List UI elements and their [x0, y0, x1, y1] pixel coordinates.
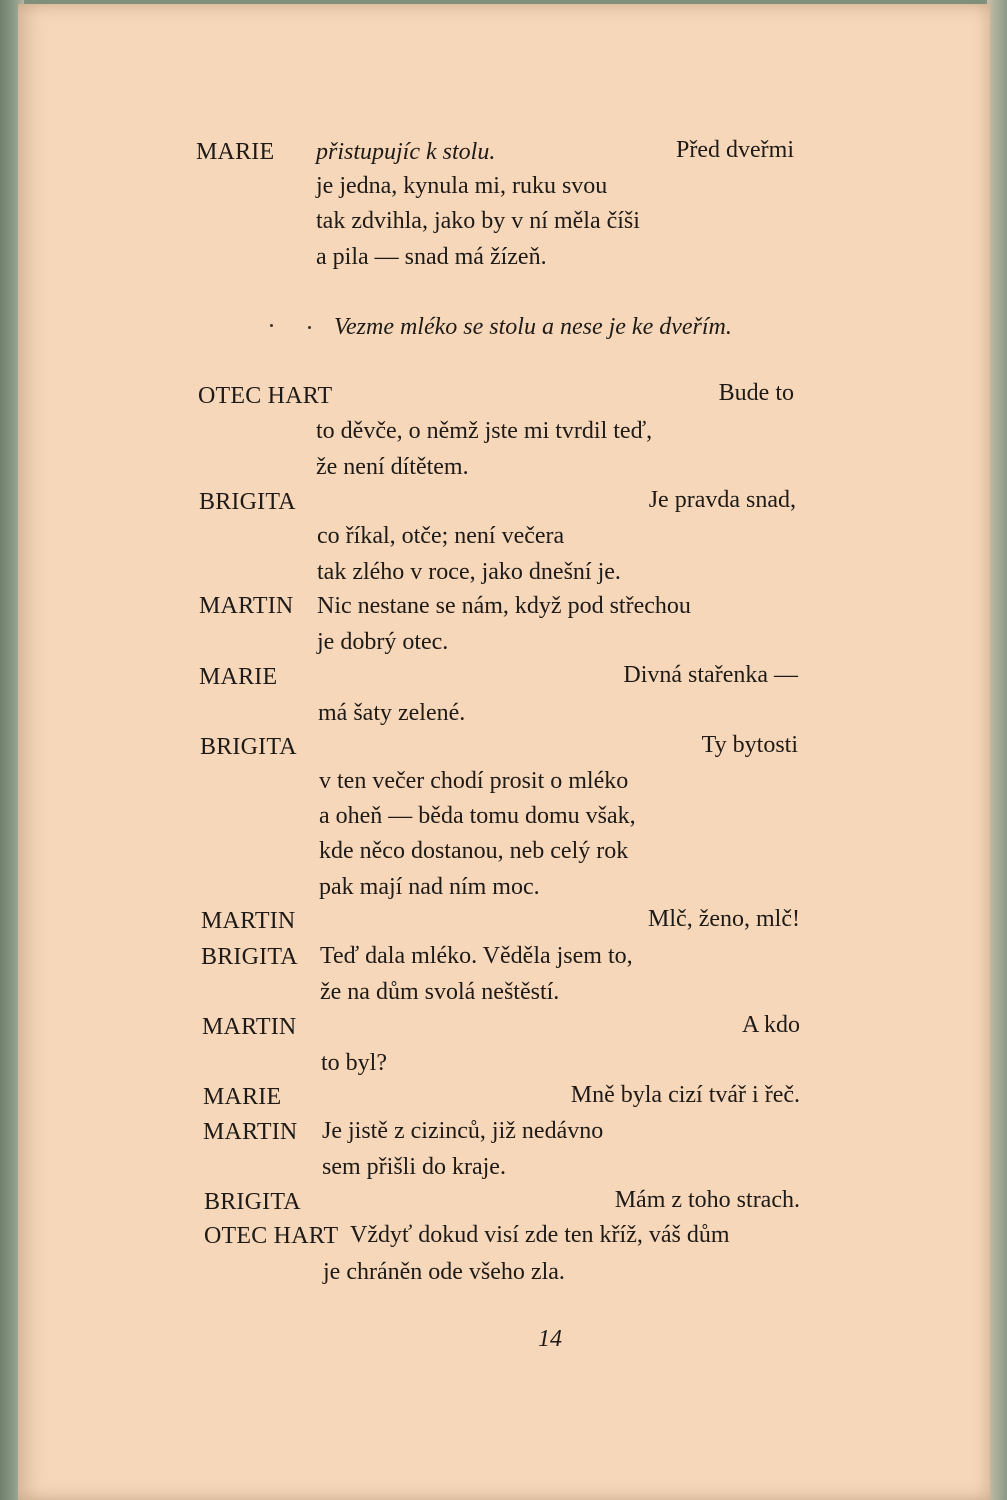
speaker-name: MARIE: [196, 139, 275, 165]
book-page: [18, 4, 990, 1500]
print-speck: [308, 326, 311, 329]
verse-line-right: Před dveřmi: [676, 137, 794, 163]
stage-note: přistupujíc k stolu.: [316, 139, 496, 165]
verse-line: kde něco dostanou, neb celý rok: [319, 838, 629, 864]
speaker-name: MARTIN: [203, 1119, 298, 1145]
book-cover-edge-right: [987, 0, 1007, 1500]
speaker-name: OTEC HART: [198, 383, 333, 409]
verse-line: má šaty zelené.: [318, 700, 466, 726]
verse-line: je dobrý otec.: [317, 629, 449, 655]
verse-line-right: Bude to: [718, 380, 794, 406]
verse-line: a pila — snad má žízeň.: [316, 244, 547, 270]
verse-line: v ten večer chodí prosit o mléko: [319, 768, 629, 794]
verse-line: a oheň — běda tomu domu však,: [319, 803, 636, 829]
speaker-name: MARTIN: [201, 908, 296, 934]
verse-line-right: A kdo: [741, 1012, 800, 1038]
verse-line: že není dítětem.: [316, 454, 469, 480]
verse-line-right: Divná stařenka —: [623, 662, 798, 688]
speaker-name: MARIE: [199, 664, 278, 690]
verse-line-right: Mám z toho strach.: [614, 1187, 800, 1213]
verse-line-right: Je pravda snad,: [648, 487, 796, 513]
verse-line: to byl?: [321, 1050, 387, 1076]
verse-line: to děvče, o němž jste mi tvrdil teď,: [316, 418, 653, 444]
print-speck: [270, 324, 273, 327]
verse-line: tak zdvihla, jako by v ní měla číši: [316, 208, 640, 234]
verse-line: Vždyť dokud visí zde ten kříž, váš dům: [350, 1222, 730, 1248]
verse-line: je jedna, kynula mi, ruku svou: [316, 173, 608, 199]
speaker-name: BRIGITA: [204, 1189, 301, 1215]
verse-line: že na dům svolá neštěstí.: [320, 979, 560, 1005]
verse-line: co říkal, otče; není večera: [317, 523, 565, 549]
speaker-name: MARTIN: [199, 593, 294, 619]
page-number: 14: [538, 1326, 562, 1352]
speaker-name: BRIGITA: [200, 734, 297, 760]
verse-line-right: Ty bytosti: [701, 732, 798, 758]
verse-line: tak zlého v roce, jako dnešní je.: [317, 559, 621, 585]
verse-line-right: Mně byla cizí tvář i řeč.: [570, 1082, 800, 1108]
verse-line: Teď dala mléko. Věděla jsem to,: [320, 943, 633, 969]
stage-direction: Vezme mléko se stolu a nese je ke dveřím.: [334, 314, 732, 340]
speaker-name: BRIGITA: [201, 944, 298, 970]
speaker-name: OTEC HART: [204, 1223, 339, 1249]
verse-line: Je jistě z cizinců, již nedávno: [322, 1118, 604, 1144]
speaker-name: MARIE: [203, 1084, 282, 1110]
verse-line: pak mají nad ním moc.: [319, 874, 540, 900]
verse-line: Nic nestane se nám, když pod střechou: [317, 593, 691, 619]
speaker-name: BRIGITA: [199, 489, 296, 515]
verse-line-right: Mlč, ženo, mlč!: [648, 906, 800, 932]
speaker-name: MARTIN: [202, 1014, 297, 1040]
verse-line: je chráněn ode všeho zla.: [323, 1259, 565, 1285]
verse-line: sem přišli do kraje.: [322, 1154, 506, 1180]
